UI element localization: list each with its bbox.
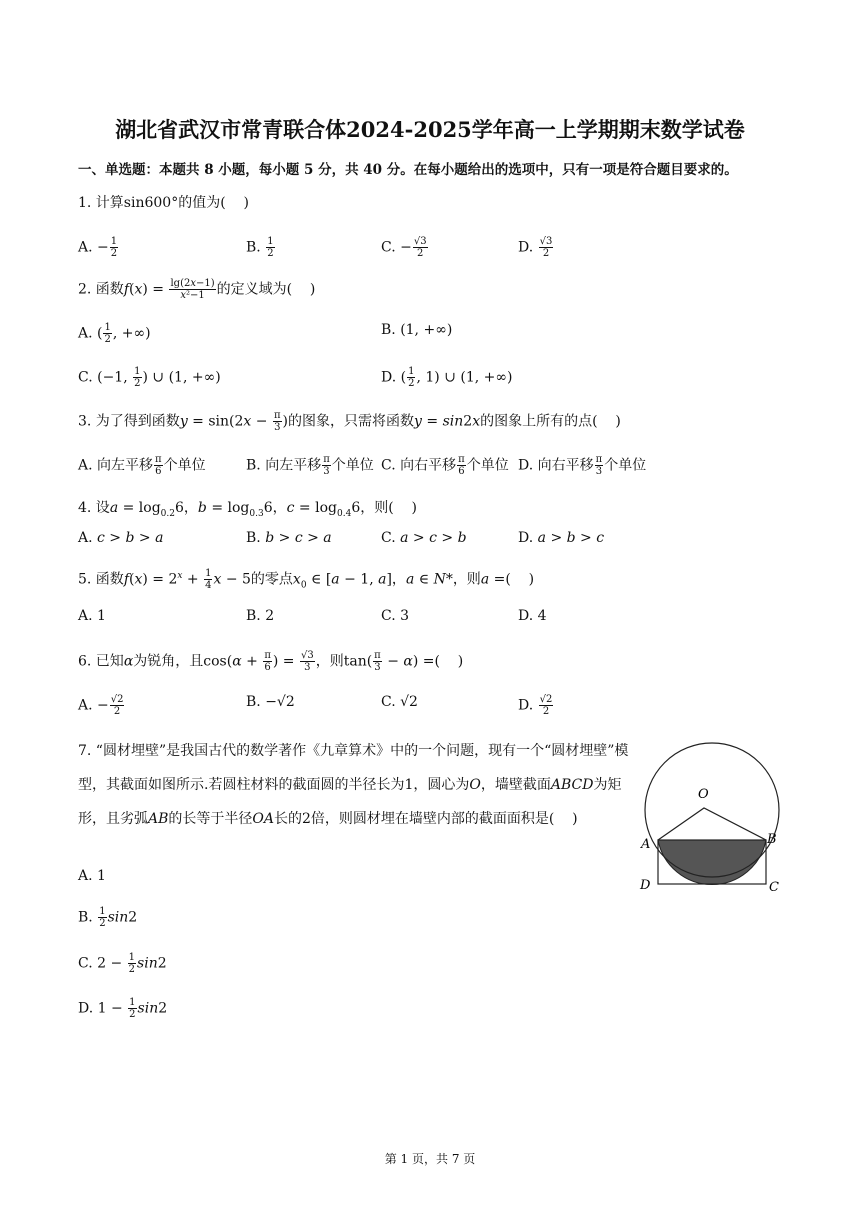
page-title: 湖北省武汉市常青联合体2024-2025学年高一上学期期末数学试卷 <box>115 117 745 142</box>
label-a: A <box>641 837 651 852</box>
page-footer: 第 1 页，共 7 页 <box>384 1152 476 1166</box>
question-4-option-d: D. a > b > c <box>518 530 605 546</box>
question-5-option-d: D. 4 <box>518 608 547 624</box>
question-2-option-b: B. (1, +∞) <box>381 322 453 338</box>
question-7-option-a: A. 1 <box>78 868 106 884</box>
radius-lines <box>658 808 766 840</box>
question-3-option-a: A. 向左平移 $\frac{\pi}{6}$ 个单位 <box>78 454 206 477</box>
question-5-option-a: A. 1 <box>78 608 106 624</box>
section-heading: 一、单选题：本题共 8 小题，每小题 5 分，共 40 分。在每小题给出的选项中，只有一项是符合题目要求的。 <box>78 162 738 178</box>
question-7-option-b: B. $\frac{1}{2}$ sin2 <box>78 906 138 929</box>
question-2-option-c: C. (−1, $\frac{1}{2}$ ) ∪ (1, +∞) <box>78 366 221 389</box>
question-3-stem: 3. 为了得到函数y = sin(2x − $\frac{\pi}{3}$ )的图象，只需将函数y = sin2x的图象上所有的点( ) <box>78 410 621 433</box>
question-6-stem: 6. 已知α为锐角，且cos(α + $\frac{\pi}{6}$ ) = $\frac{√3}{3}$ ，则tan( $\frac{\pi}{3}$ − α) =( ) <box>78 650 464 673</box>
question-7-option-c: C. 2 − $\frac{1}{2}$ sin2 <box>78 952 167 975</box>
question-6-option-c: C. √2 <box>381 694 418 710</box>
circle-wall-figure <box>636 730 786 900</box>
question-3-option-d: D. 向右平移 $\frac{\pi}{3}$ 个单位 <box>518 454 647 477</box>
question-5-option-c: C. 3 <box>381 608 410 624</box>
question-6-option-b: B. −√2 <box>246 694 295 710</box>
question-1-option-b: B. $\frac{1}{2}$ <box>246 236 274 259</box>
label-c: C <box>769 880 779 895</box>
label-b: B <box>767 832 777 847</box>
question-3-option-b: B. 向左平移 $\frac{\pi}{3}$ 个单位 <box>246 454 374 477</box>
question-2-option-a: A. ( $\frac{1}{2}$ , +∞) <box>78 322 151 345</box>
question-6-option-a: A. − $\frac{√2}{2}$ <box>78 694 124 717</box>
question-7-option-d: D. 1 − $\frac{1}{2}$ sin2 <box>78 997 168 1020</box>
question-2-stem: 2. 函数f(x) = $\frac{\lg(2x-1)}{\text{x²−1}}$ 的定义域为( ) <box>78 278 316 301</box>
shaded-segment <box>658 840 766 885</box>
question-4-option-c: C. a > c > b <box>381 530 467 546</box>
question-7-stem: 7. “圆材埋壁”是我国古代的数学著作《九章算术》中的一个问题，现有一个“圆材埋壁”模型，其截面如图所示.若圆柱材料的截面圆的半径长为1，圆心为O，墙壁截面ABCD为矩形，且劣弧AB的长等于半径OA长的2倍，则圆材埋在墙壁内部的截面面积是( ) <box>78 743 629 827</box>
question-4-option-b: B. b > c > a <box>246 530 332 546</box>
question-5-stem: 5. 函数$f(x) = 2^x$ + $\frac{1}{4}$ x − 5的零点$x_0$ ∈ [a − 1, a]，a ∈ N*，则a =( ) <box>78 568 535 591</box>
question-1-stem: 1. 计算sin600°的值为( ) <box>78 195 249 211</box>
question-5-option-b: B. 2 <box>246 608 275 624</box>
question-1-option-a: A. − $\frac{1}{2}$ <box>78 236 118 259</box>
question-1-option-d: D. $\frac{√3}{2}$ <box>518 236 553 259</box>
label-d: D <box>640 878 651 893</box>
question-4-stem: 4. 设$a = \log_{0.2}6$，$b = \log_{0.3}6$，$c = \log_{0.4}6$，则( ) <box>78 500 417 519</box>
question-3-option-c: C. 向右平移 $\frac{\pi}{6}$ 个单位 <box>381 454 509 477</box>
question-1-option-c: C. − $\frac{√3}{2}$ <box>381 236 427 259</box>
label-o: O <box>698 787 709 802</box>
question-6-option-d: D. $\frac{√2}{2}$ <box>518 694 553 717</box>
question-2-option-d: D. ( $\frac{1}{2}$ , 1) ∪ (1, +∞) <box>381 366 513 389</box>
question-4-option-a: A. c > b > a <box>78 530 164 546</box>
